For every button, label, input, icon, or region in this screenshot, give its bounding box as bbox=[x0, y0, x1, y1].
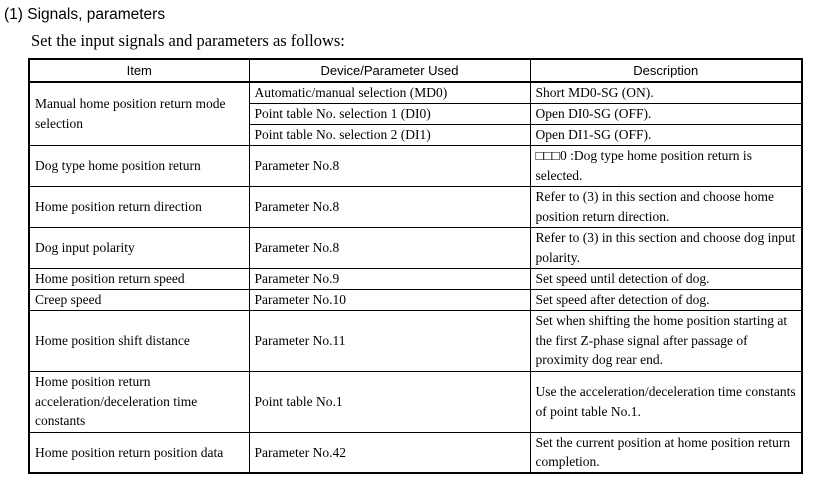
signals-parameters-table bbox=[28, 58, 803, 474]
item-cell: Home position return acceleration/deceleration time constants bbox=[29, 371, 249, 432]
table-row bbox=[29, 145, 802, 186]
item-cell: Home position return speed bbox=[29, 268, 249, 289]
description-cell: Refer to (3) in this section and choose home position return direction. bbox=[530, 186, 802, 227]
table-row bbox=[29, 268, 802, 289]
description-cell: Open DI1-SG (OFF). bbox=[530, 124, 802, 145]
header-item: Item bbox=[29, 59, 249, 82]
item-cell: Dog type home position return bbox=[29, 145, 249, 186]
device-cell: Parameter No.8 bbox=[249, 186, 530, 227]
table-row bbox=[29, 227, 802, 268]
device-cell: Point table No.1 bbox=[249, 371, 530, 432]
table-header-row bbox=[29, 59, 802, 82]
section-heading: (1) Signals, parameters bbox=[4, 6, 166, 23]
description-cell: Use the acceleration/deceleration time constants of point table No.1. bbox=[530, 371, 802, 432]
item-cell: Dog input polarity bbox=[29, 227, 249, 268]
table-row bbox=[29, 289, 802, 310]
device-cell: Parameter No.42 bbox=[249, 432, 530, 473]
device-cell: Point table No. selection 2 (DI1) bbox=[249, 124, 530, 145]
table-row bbox=[29, 186, 802, 227]
device-cell: Parameter No.9 bbox=[249, 268, 530, 289]
table-row bbox=[29, 82, 802, 103]
header-device-parameter: Device/Parameter Used bbox=[249, 59, 530, 82]
table-row bbox=[29, 432, 802, 473]
device-cell: Parameter No.8 bbox=[249, 145, 530, 186]
description-cell: Set the current position at home position return completion. bbox=[530, 432, 802, 473]
header-description: Description bbox=[530, 59, 802, 82]
item-cell: Manual home position return mode selection bbox=[29, 82, 249, 145]
item-cell: Home position return direction bbox=[29, 186, 249, 227]
description-cell: Set speed after detection of dog. bbox=[530, 289, 802, 310]
section-intro: Set the input signals and parameters as follows: bbox=[31, 31, 345, 50]
item-cell: Creep speed bbox=[29, 289, 249, 310]
description-cell: Refer to (3) in this section and choose dog input polarity. bbox=[530, 227, 802, 268]
description-cell: □□□0 :Dog type home position return is selected. bbox=[530, 145, 802, 186]
item-cell: Home position shift distance bbox=[29, 310, 249, 371]
description-cell: Set speed until detection of dog. bbox=[530, 268, 802, 289]
device-cell: Parameter No.8 bbox=[249, 227, 530, 268]
device-cell: Point table No. selection 1 (DI0) bbox=[249, 103, 530, 124]
table-row bbox=[29, 371, 802, 432]
device-cell: Automatic/manual selection (MD0) bbox=[249, 82, 530, 103]
item-cell: Home position return position data bbox=[29, 432, 249, 473]
device-cell: Parameter No.10 bbox=[249, 289, 530, 310]
description-cell: Open DI0-SG (OFF). bbox=[530, 103, 802, 124]
description-cell: Short MD0-SG (ON). bbox=[530, 82, 802, 103]
table-row bbox=[29, 310, 802, 371]
description-cell: Set when shifting the home position starting at the first Z-phase signal after passage of proximity dog rear end. bbox=[530, 310, 802, 371]
device-cell: Parameter No.11 bbox=[249, 310, 530, 371]
